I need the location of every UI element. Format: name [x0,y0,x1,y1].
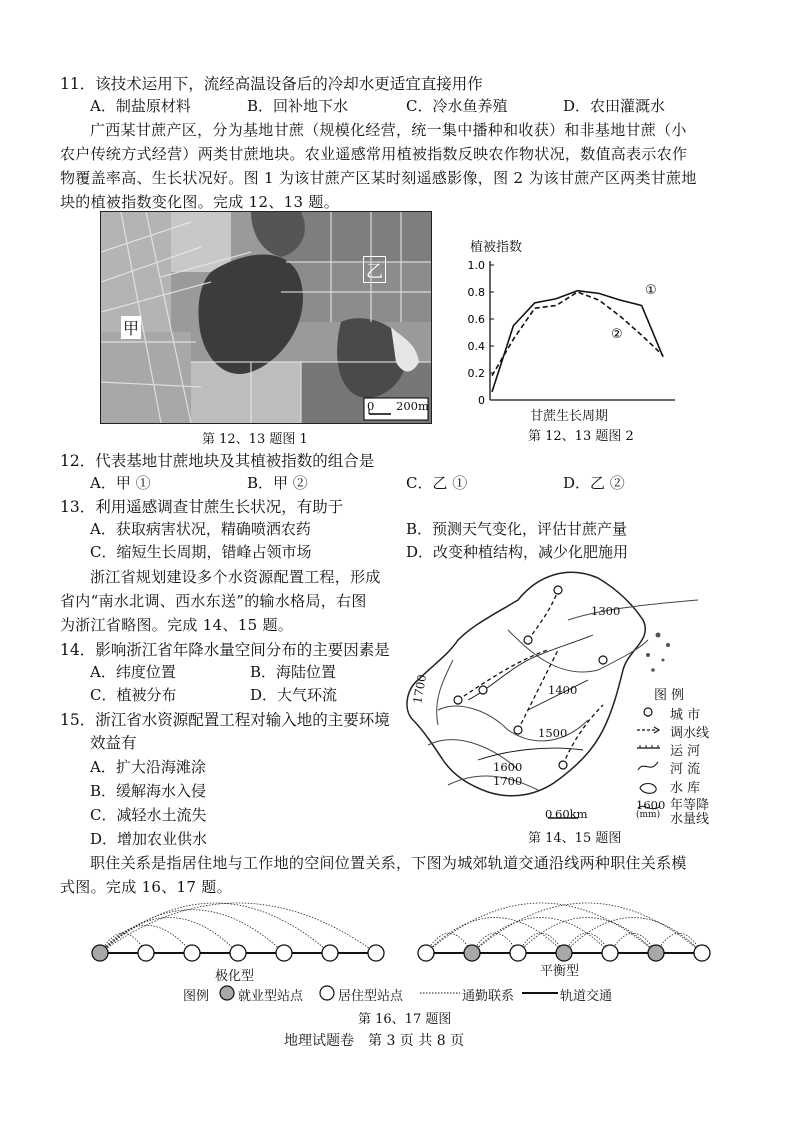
balanced-home-station [510,945,526,961]
legend-canal: 运 河 [670,744,701,759]
legend-reservoir: 水 库 [670,781,701,796]
isoline-label-1400: 1400 [548,683,578,697]
label-yi: 乙 [363,256,386,283]
balanced-job-station [556,945,572,961]
q13-option-b: B．预测天气变化，评估甘蔗产量 [406,520,628,538]
polarized-home-station [138,945,154,961]
remote-sensing-image [100,211,432,424]
intro1-line1: 广西某甘蔗产区，分为基地甘蔗（规模化经营，统一集中播种和收获）和非基地甘蔗（小 [90,121,687,139]
balanced-commute-arc [472,918,610,953]
label-jia: 甲 [121,316,141,339]
polarized-home-station [230,945,246,961]
intro2-line3: 为浙江省略图。完成 14、15 题。 [60,616,294,634]
q14-option-c: C．植被分布 [90,686,177,704]
q12-stem: 12．代表基地甘蔗地块及其植被指数的组合是 [60,452,375,470]
q12-option-d: D．乙 ② [563,474,625,492]
q15-option-c: C．减轻水土流失 [90,806,207,824]
fig2-caption: 第 12、13 题图 2 [528,429,634,444]
legend-isoline-1: 年等降 [670,798,710,813]
balanced-commute-arc [426,918,564,953]
polarized-job-station [92,945,108,961]
balanced-commute-arc [426,903,656,953]
y-tick-label: 0 [478,394,485,407]
series-2-label: ② [611,326,623,342]
balanced-home-station [694,945,710,961]
balanced-commute-arc [564,918,702,953]
q11-stem: 11．该技术运用下，流经高温设备后的冷却水更适宜直接用作 [60,75,483,93]
legend-river: 河 流 [670,762,701,777]
isoline-label-1700-south: 1700 [493,774,523,788]
vegetation-index-chart [460,255,710,420]
q14-option-a: A．纬度位置 [90,663,176,681]
q12-option-b: B．甲 ② [247,474,308,492]
fig2-y-title: 植被指数 [470,240,523,255]
city-markers [454,586,607,769]
balanced-home-station [418,945,434,961]
legend-city: 城 市 [670,708,701,723]
isoline-label-1700-west: 1700 [410,673,430,705]
map-legend-title: 图 例 [654,688,685,703]
balanced-commute-arc [472,903,702,953]
intro1-line4: 块的植被指数变化图。完成 12、13 题。 [60,193,340,211]
intro1-line3: 物覆盖率高、生长状况好。图 1 为该甘蔗产区某时刻遥感影像，图 2 为该甘蔗产区两类甘蔗地 [60,169,697,187]
q13-option-d: D．改变种植结构，减少化肥施用 [406,543,629,561]
isoline-label-1600: 1600 [493,760,523,774]
q14-stem: 14．影响浙江省年降水量空间分布的主要因素是 [60,641,390,659]
q13-stem: 13．利用遥感调查甘蔗生长状况，有助于 [60,498,344,516]
q14-option-d: D．大气环流 [250,686,338,704]
map-scale-zero: 0 [545,807,553,821]
legend-rail-icon [522,990,558,996]
legend-reservoir-icon [640,784,656,794]
balanced-commute-arc [518,918,656,953]
map-scale-text: 60km [555,807,588,821]
label-balanced: 平衡型 [540,964,580,979]
legend-commute: 通勤联系 [462,989,515,1004]
polarized-home-station [276,945,292,961]
y-tick-label: 0.2 [467,367,485,380]
q13-option-a: A．获取病害状况，精确喷洒农药 [90,520,311,538]
fig1-caption: 第 12、13 题图 1 [202,432,308,447]
y-tick-label: 1.0 [467,259,485,272]
map-caption: 第 14、15 题图 [528,831,622,846]
rivers [468,635,593,760]
legend-city-icon [644,708,652,716]
polarized-home-station [368,945,384,961]
y-tick-label: 0.4 [467,340,485,353]
polarized-commute-arc [100,903,330,953]
legend-job-station-icon [218,984,236,1002]
fig2-x-title: 甘蔗生长周期 [530,409,609,424]
q15-option-a: A．扩大沿海滩涂 [90,758,206,776]
legend-isoline-unit: (mm) [636,810,661,820]
q12-option-c: C．乙 ① [406,474,468,492]
scale-text: 200m [396,399,429,413]
q11-option-b: B．回补地下水 [247,97,349,115]
series-1-label: ① [645,283,657,298]
q12-option-a: A．甲 ① [90,474,151,492]
balanced-job-station [464,945,480,961]
fig3-legend-title: 图例 [183,989,210,1004]
polarized-home-station [322,945,338,961]
q15-option-d: D．增加农业供水 [90,830,208,848]
isoline-label-1500: 1500 [538,726,568,740]
q11-option-c: C．冷水鱼养殖 [406,97,508,115]
q11-option-d: D．农田灌溉水 [563,97,666,115]
legend-diversion: 调水线 [670,726,710,741]
q13-option-c: C．缩短生长周期，错峰占领市场 [90,543,312,561]
balanced-home-station [602,945,618,961]
intro1-line2: 农户传统方式经营）两类甘蔗地块。农业遥感常用植被指数反映农作物状况，数值高表示农作 [60,145,688,163]
page-footer: 地理试题卷 第 3 页 共 8 页 [284,1033,465,1049]
legend-home-station: 居住型站点 [338,989,404,1004]
commute-pattern-diagram [88,895,728,970]
isoline-label-1300: 1300 [591,604,621,618]
intro2-line2: 省内“南水北调、西水东送”的输水格局，右图 [60,592,367,610]
q11-option-a: A．制盐原材料 [90,97,191,115]
legend-isoline-2: 水量线 [670,812,710,827]
legend-job-station: 就业型站点 [238,989,304,1004]
series-1-line [492,291,663,392]
legend-isoline-value: 1600 [636,798,666,812]
legend-rail: 轨道交通 [560,989,613,1004]
label-polarized: 极化型 [215,969,255,984]
q15-stem-line1: 15．浙江省水资源配置工程对输入地的主要环境 [60,711,390,729]
polarized-home-station [184,945,200,961]
balanced-job-station [648,945,664,961]
legend-commute-icon [420,990,460,996]
intro3-line2: 式图。完成 16、17 题。 [60,878,232,896]
intro3-line1: 职住关系是指居住地与工作地的空间位置关系，下图为城郊轨道交通沿线两种职住关系模 [90,854,687,872]
fig3-caption: 第 16、17 题图 [358,1012,452,1027]
y-tick-label: 0.6 [467,313,485,326]
intro2-line1: 浙江省规划建设多个水资源配置工程，形成 [90,568,381,586]
y-tick-label: 0.8 [467,286,485,299]
legend-river-icon [638,762,658,770]
legend-home-station-icon [318,984,336,1002]
scale-zero: 0 [367,399,375,413]
q15-stem-line2: 效益有 [90,734,137,752]
q14-option-b: B．海陆位置 [250,663,337,681]
q15-option-b: B．缓解海水入侵 [90,782,207,800]
islands [646,633,670,672]
